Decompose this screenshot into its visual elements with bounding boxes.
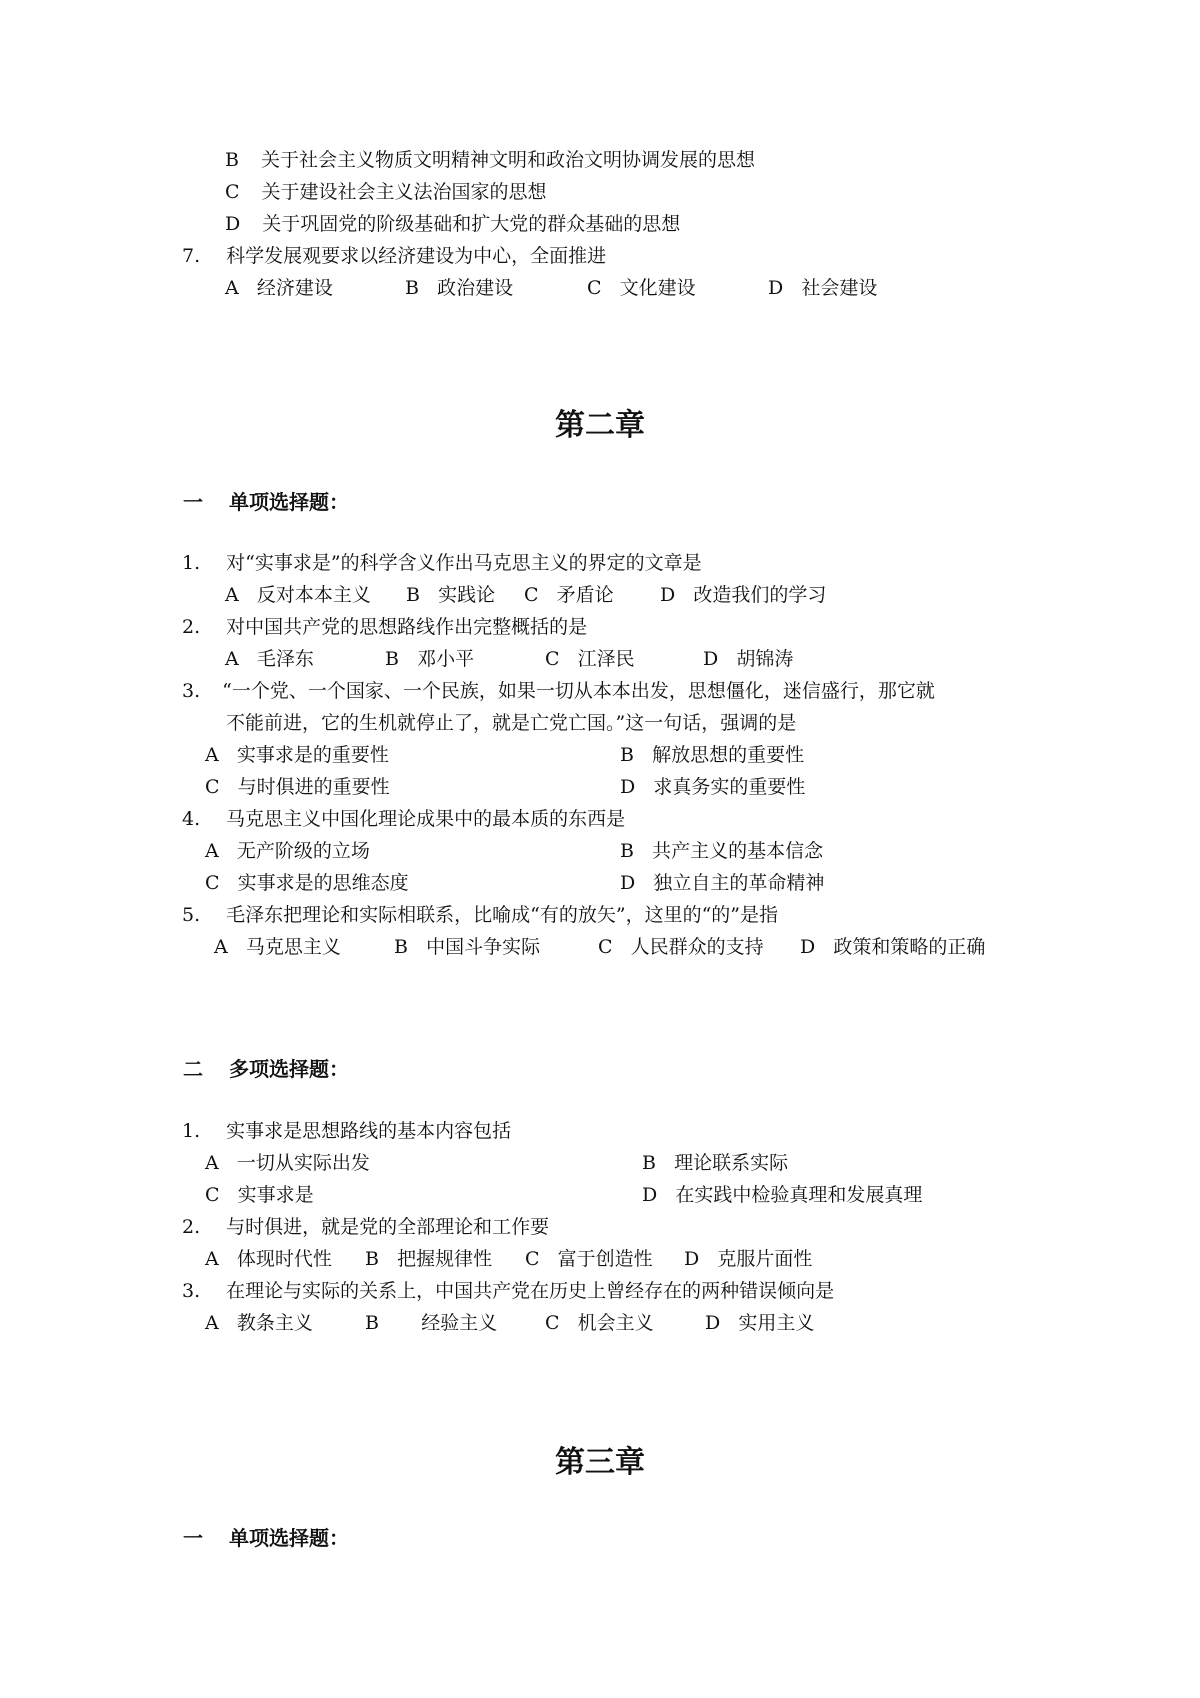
option: A 马克思主义 xyxy=(214,936,341,958)
option: C 文化建设 xyxy=(587,277,696,299)
option-text: 关于巩固党的阶级基础和扩大党的群众基础的思想 xyxy=(262,213,681,235)
option: C 人民群众的支持 xyxy=(598,936,764,958)
option-text: 关于建设社会主义法治国家的思想 xyxy=(261,181,547,203)
question-stem xyxy=(182,807,625,831)
section-marker: 二 xyxy=(183,1057,203,1081)
option: C 江泽民 xyxy=(545,648,635,670)
option-letter: B xyxy=(225,149,239,171)
option: A 无产阶级的立场 xyxy=(205,840,370,862)
question-number: 1. xyxy=(182,1120,201,1142)
option: B 邓小平 xyxy=(385,648,475,670)
section-title: 单项选择题： xyxy=(229,490,349,514)
option: D 独立自主的革命精神 xyxy=(620,872,825,894)
option: C 机会主义 xyxy=(545,1312,654,1334)
option: B 理论联系实际 xyxy=(642,1152,789,1174)
chapter-title: 第三章 xyxy=(555,1445,645,1480)
option: B 政治建设 xyxy=(405,277,514,299)
question-text-continued: 不能前进，它的生机就停止了，就是亡党亡国。”这一句话，强调的是 xyxy=(226,712,797,734)
section-heading xyxy=(183,489,349,515)
option: D 政策和策略的正确 xyxy=(800,936,986,958)
chapter-title: 第二章 xyxy=(555,408,645,443)
question-stem xyxy=(182,1279,834,1303)
option: C 实事求是 xyxy=(205,1184,314,1206)
question-stem xyxy=(182,1215,549,1239)
option: B 经验主义 xyxy=(365,1312,498,1334)
question-stem xyxy=(182,903,778,927)
question-number: 2. xyxy=(182,616,201,638)
question-stem xyxy=(182,551,702,575)
option: D 改造我们的学习 xyxy=(660,584,827,606)
question-number: 7. xyxy=(182,245,201,267)
option-letter: D xyxy=(225,213,241,235)
question-stem xyxy=(182,1119,511,1143)
question-text: 在理论与实际的关系上，中国共产党在历史上曾经存在的两种错误倾向是 xyxy=(226,1280,835,1302)
question-text: “一个党、一个国家、一个民族，如果一切从本本出发，思想僵化，迷信盛行，那它就 xyxy=(222,680,935,702)
question-text: 与时俱进，就是党的全部理论和工作要 xyxy=(226,1216,550,1238)
option: D 胡锦涛 xyxy=(703,648,794,670)
option-row xyxy=(205,1247,1005,1271)
section-title: 多项选择题： xyxy=(229,1057,349,1081)
question-number: 2. xyxy=(182,1216,201,1238)
question-text: 马克思主义中国化理论成果中的最本质的东西是 xyxy=(226,808,626,830)
option: A 体现时代性 xyxy=(205,1248,332,1270)
question-stem xyxy=(182,615,587,639)
section-title: 单项选择题： xyxy=(229,1526,349,1550)
question-text: 毛泽东把理论和实际相联系，比喻成“有的放矢”，这里的“的”是指 xyxy=(226,904,778,926)
question-stem xyxy=(182,679,935,703)
option: D 在实践中检验真理和发展真理 xyxy=(642,1184,923,1206)
question-number: 3. xyxy=(182,680,201,702)
option: A 毛泽东 xyxy=(225,648,314,670)
option: A 教条主义 xyxy=(205,1312,313,1334)
option: C 矛盾论 xyxy=(524,584,614,606)
question-text: 对中国共产党的思想路线作出完整概括的是 xyxy=(226,616,588,638)
option-line xyxy=(225,148,755,172)
option: B 中国斗争实际 xyxy=(394,936,541,958)
option: D 社会建设 xyxy=(768,277,878,299)
option: B 把握规律性 xyxy=(365,1248,493,1270)
option: C 富于创造性 xyxy=(525,1248,653,1270)
section-marker: 一 xyxy=(183,490,203,514)
option: B 实践论 xyxy=(406,584,496,606)
option: B 共产主义的基本信念 xyxy=(620,840,824,862)
option-row xyxy=(214,935,1034,959)
option: C 与时俱进的重要性 xyxy=(205,776,390,798)
option-line xyxy=(225,180,547,204)
option-row xyxy=(225,647,925,671)
section-heading xyxy=(183,1525,349,1551)
option: A 反对本本主义 xyxy=(225,584,371,606)
question-text: 对“实事求是”的科学含义作出马克思主义的界定的文章是 xyxy=(226,552,702,574)
option-text: 关于社会主义物质文明精神文明和政治文明协调发展的思想 xyxy=(260,149,755,171)
question-number: 4. xyxy=(182,808,201,830)
option-letter: C xyxy=(225,181,240,203)
option-row xyxy=(225,583,925,607)
question-stem xyxy=(182,244,606,268)
option: A 一切从实际出发 xyxy=(205,1152,370,1174)
option: C 实事求是的思维态度 xyxy=(205,872,409,894)
option: A 经济建设 xyxy=(225,277,333,299)
question-number: 5. xyxy=(182,904,201,926)
section-marker: 一 xyxy=(183,1526,203,1550)
question-number: 1. xyxy=(182,552,201,574)
question-text: 实事求是思想路线的基本内容包括 xyxy=(226,1120,512,1142)
option: A 实事求是的重要性 xyxy=(205,744,389,766)
section-heading xyxy=(183,1056,349,1082)
option-row xyxy=(205,1311,1005,1335)
question-number: 3. xyxy=(182,1280,201,1302)
option: B 解放思想的重要性 xyxy=(620,744,805,766)
option-row xyxy=(225,276,925,300)
option: D 实用主义 xyxy=(705,1312,815,1334)
question-text: 科学发展观要求以经济建设为中心，全面推进 xyxy=(226,245,607,267)
option: D 克服片面性 xyxy=(684,1248,813,1270)
option-line xyxy=(225,212,680,236)
option: D 求真务实的重要性 xyxy=(620,776,806,798)
